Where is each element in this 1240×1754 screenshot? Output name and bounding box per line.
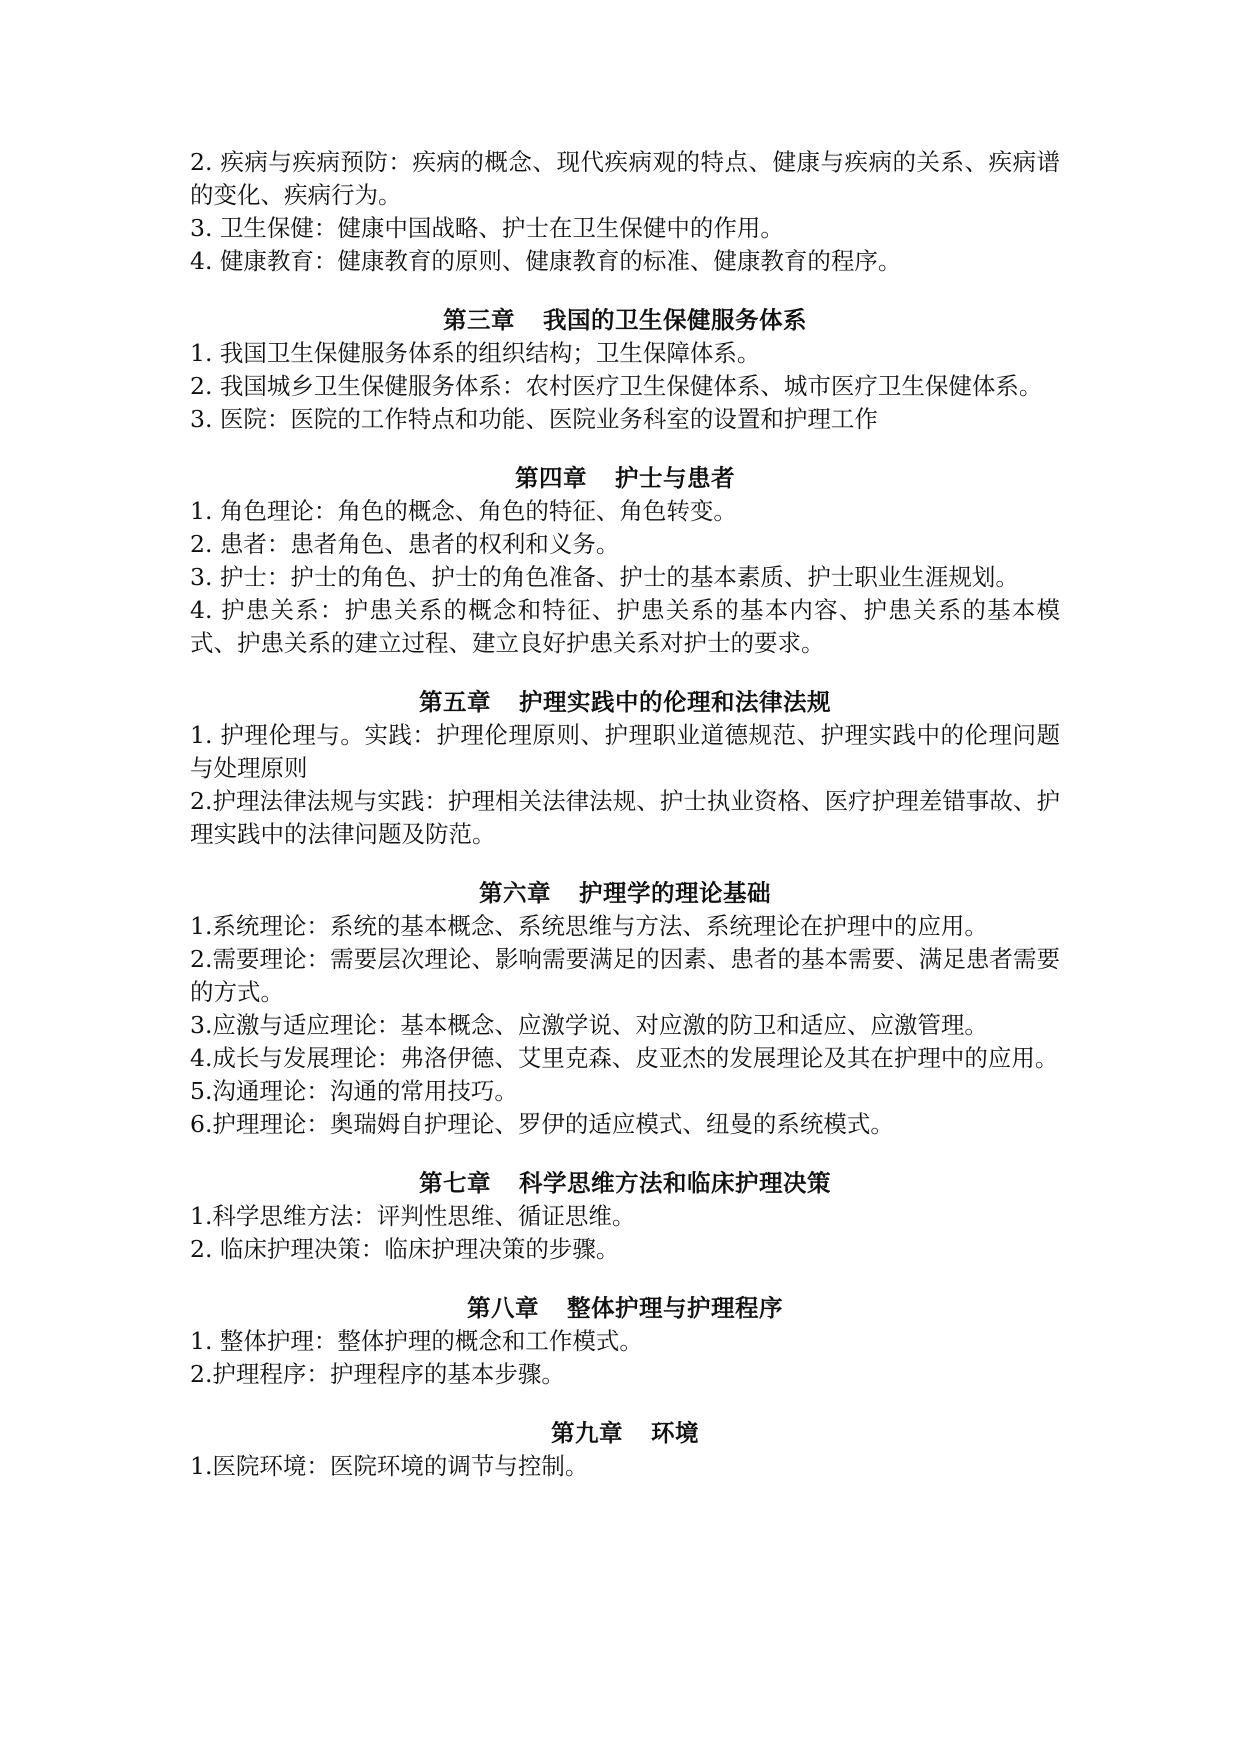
chapter-title — [190, 1167, 1060, 1200]
chapter-title — [190, 1417, 1060, 1450]
chapter-item: 2. 我国城乡卫生保健服务体系：农村医疗卫生保健体系、城市医疗卫生保健体系。 — [190, 372, 1043, 400]
chapter-item: 1. 护理伦理与。实践：护理伦理原则、护理职业道德规范、护理实践中的伦理问题与处理原则 — [190, 721, 1060, 782]
chapter-item: 2.护理程序：护理程序的基本步骤。 — [190, 1360, 565, 1388]
chapter-9-section — [190, 1417, 1060, 1483]
chapter-5-section — [190, 686, 1060, 851]
chapter-item: 3. 护士：护士的角色、护士的角色准备、护士的基本素质、护士职业生涯规划。 — [190, 563, 1019, 591]
intro-item: 2. 疾病与疾病预防：疾病的概念、现代疾病观的特点、健康与疾病的关系、疾病谱的变化、疾病行为。 — [190, 148, 1060, 209]
chapter-title — [190, 686, 1060, 719]
chapter-item: 3.应激与适应理论：基本概念、应激学说、对应激的防卫和适应、应激管理。 — [190, 1011, 988, 1039]
chapter-4-section — [190, 462, 1060, 660]
chapter-item: 2. 患者：患者角色、患者的权利和义务。 — [190, 530, 620, 558]
chapter-number: 第五章 — [419, 688, 491, 716]
chapter-item: 4. 护患关系：护患关系的概念和特征、护患关系的基本内容、护患关系的基本模式、护患关系的建立过程、建立良好护患关系对护士的要求。 — [190, 596, 1060, 657]
chapter-number: 第九章 — [551, 1419, 623, 1447]
chapter-item: 1.系统理论：系统的基本概念、系统思维与方法、系统理论在护理中的应用。 — [190, 912, 988, 940]
chapter-item: 1. 我国卫生保健服务体系的组织结构；卫生保障体系。 — [190, 339, 761, 367]
chapter-title — [190, 462, 1060, 495]
chapter-name: 护士与患者 — [615, 464, 735, 492]
chapter-title — [190, 877, 1060, 910]
chapter-name: 科学思维方法和临床护理决策 — [519, 1169, 831, 1197]
chapter-item: 1.科学思维方法：评判性思维、循证思维。 — [190, 1202, 636, 1230]
chapter-3-section — [190, 304, 1060, 436]
chapter-title — [190, 304, 1060, 337]
chapter-6-section — [190, 877, 1060, 1141]
chapter-number: 第三章 — [443, 306, 515, 334]
chapter-number: 第四章 — [515, 464, 587, 492]
chapter-item: 2. 临床护理决策：临床护理决策的步骤。 — [190, 1235, 620, 1263]
chapter-item: 2.护理法律法规与实践：护理相关法律法规、护士执业资格、医疗护理差错事故、护理实践中的法律问题及防范。 — [190, 787, 1060, 848]
chapter-item: 3. 医院：医院的工作特点和功能、医院业务科室的设置和护理工作 — [190, 405, 878, 433]
chapter-number: 第六章 — [479, 879, 551, 907]
chapter-item: 1. 角色理论：角色的概念、角色的特征、角色转变。 — [190, 497, 737, 525]
chapter-number: 第八章 — [467, 1294, 539, 1322]
intro-section — [190, 146, 1060, 278]
intro-item: 3. 卫生保健：健康中国战略、护士在卫生保健中的作用。 — [190, 214, 784, 242]
chapter-name: 护理实践中的伦理和法律法规 — [519, 688, 831, 716]
chapter-item: 1.医院环境：医院环境的调节与控制。 — [190, 1452, 589, 1480]
chapter-name: 护理学的理论基础 — [579, 879, 771, 907]
intro-item: 4. 健康教育：健康教育的原则、健康教育的标准、健康教育的程序。 — [190, 247, 902, 275]
chapter-title — [190, 1292, 1060, 1325]
chapter-item: 6.护理理论：奥瑞姆自护理论、罗伊的适应模式、纽曼的系统模式。 — [190, 1110, 894, 1138]
chapter-8-section — [190, 1292, 1060, 1391]
chapter-name: 我国的卫生保健服务体系 — [543, 306, 807, 334]
chapter-7-section — [190, 1167, 1060, 1266]
chapter-name: 环境 — [651, 1419, 699, 1447]
chapter-item: 1. 整体护理：整体护理的概念和工作模式。 — [190, 1327, 643, 1355]
chapter-number: 第七章 — [419, 1169, 491, 1197]
chapter-item: 5.沟通理论：沟通的常用技巧。 — [190, 1077, 518, 1105]
chapter-item: 4.成长与发展理论：弗洛伊德、艾里克森、皮亚杰的发展理论及其在护理中的应用。 — [190, 1044, 1059, 1072]
document-page — [190, 146, 1060, 1483]
chapter-name: 整体护理与护理程序 — [567, 1294, 783, 1322]
chapter-item: 2.需要理论：需要层次理论、影响需要满足的因素、患者的基本需要、满足患者需要的方式。 — [190, 945, 1060, 1006]
